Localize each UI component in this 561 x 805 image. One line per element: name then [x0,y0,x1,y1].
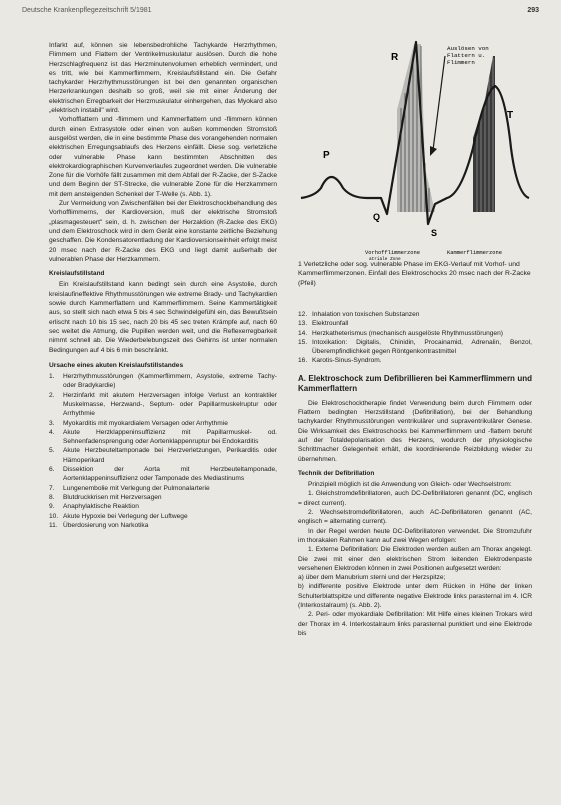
causes-list-continued [298,310,532,366]
ecg-figure [297,38,533,260]
list-item: 9. Anaphylaktische Reaktion [49,503,139,511]
section-heading: Kreislaufstillstand [49,270,105,278]
paragraph: Die Elektroschocktherapie findet Verwendung beim durch Flimmern oder Flattern bedingten Herzstillstand (Defibrillation), bei der Behandlung tachykarder Rhythmusstörungen ventrikulärer und supraventrikulärer Genese. Die Wirksamkeit des Elektroschocks bei Kammerflimmern und -flattern beruht auf der Totaldepolarisation des Herzens, wodurch der physiologische Schrittmacher Gelegenheit erhält, die koordinierende Reizbildung wieder zu übernehmen. [298,399,532,463]
label-R: R [391,52,399,63]
list-item: 7. Lungenembolie mit Verlegung der Pulmonalarterie [49,484,210,492]
paragraph: Vorhofflattern und -flimmern und Kammerflattern und -flimmern können durch einen Extrasystole oder einen von außen kommenden Stromstoß ausgelöst werden, die in eine bestimmte Phase des vorangehenden normalen elektrischen Erregungsablaufs des Herzens einfällt. Diese sog. verletzliche oder vulnerable Phase kann bestimmten Abschnitten des elektrokardiographischen Kurvenverlaufes zugeordnet werden. Die vulnerable Zone für die Vorhöfe fällt zusammen mit dem Abfall der R-Zacke, der S-Zacke und dem Beginn der ST-Strecke, die vulnerable Zone für die Herzkammern mit dem ansteigenden Schenkel der T-Welle (s. Abb. 1). [49,116,277,198]
left-column [49,41,277,530]
list-item: 8. Blutdruckkrisen mit Herzversagen [49,493,162,501]
list-item: 15. Intoxikation: Digitalis, Chinidin, Procainamid, Adrenalin, Benzol, Überempfindlichkeit gegen Röntgenkontrastmittel [298,338,532,356]
annotation-line-2: Flattern u. [447,52,486,59]
right-column [298,310,532,638]
atrial-zone-sublabel: atriale Zone [369,257,401,260]
paragraph: Infarkt auf, können sie lebensbedrohliche Tachykarde Herzrhythmen, Flimmern und Flattern der Ventrikelmuskulatur auslösen. Durch die hohe Herzschlagfrequenz ist das Herzminutenvolumen erheblich vermindert, und es tritt, wie bei Kammerflimmern, Kreislaufstillstand ein. Die Gefahr tachykarder Herzrhythmusstörungen ist bei den genannten organischen Herzerkrankungen deshalb so groß, weil sie mit einer Änderung der elektrischen Erregbarkeit der Herzmuskulatur einhergehen, das Myokard also „elektrisch instabil" wird. [49,42,277,115]
journal-name: Deutsche Krankenpflegezeitschrift 5/1981 [22,7,152,14]
section-heading: Technik der Defibrillation [298,469,375,477]
paragraph: b) indifferente positive Elektrode unter dem Rücken in Höhe der linken Schulterblattspitze und differente negative Elektrode links parasternal im 4. ICR (Interkostalraum) (s. Abb. 2). [298,583,532,610]
paragraph: Prinzipiell möglich ist die Anwendung von Gleich- oder Wechselstrom: [308,481,512,489]
paragraph: 1. Externe Defibrillation: Die Elektroden werden außen am Thorax angelegt. Die zwei mit einer den elektrischen Strom leitenden Elektrodenpaste versehenen Elektroden können in zwei Positionen aufgesetzt werden: [298,546,532,572]
ventricular-zone-label: Kammerflimmerzone [447,250,502,256]
label-P: P [323,150,330,161]
atrial-zone-label: Vorhofflimmerzone [365,250,420,256]
label-Q: Q [373,212,381,222]
list-item: 5. Akute Herzbeuteltamponade bei Herzverletzungen, Perikarditis oder Hämoperikard [49,447,277,464]
list-item: 3. Myokarditis mit myokardialem Versagen oder Arrhythmie [49,419,228,427]
list-item: 14. Herzkatheterismus (mechanisch ausgelöste Rhythmusstörungen) [298,329,503,337]
paragraph: Zur Vermeidung von Zwischenfällen bei der Elektroschockbehandlung des Vorhofflimmerns, der Kardioversion, muß der elektrische Stromstoß „plasmagesteuert" sein, d. h. zwischen der Herzaktion (R-Zacke des EKG) und dem Elektroschock wird in dem Gerät eine konstante zeitliche Beziehung geschaffen. Die Kondensatorentladung der Kardioversionseinheit erfolgt meist 20 msec nach der R-Zacke des EKG und liegt damit außerhalb der vulnerablen Phase der Herzkammern. [49,200,277,263]
paragraph: 2. Wechselstromdefibrillatoren, auch AC-Defibrillatoren genannt (AC, englisch = alternating current). [298,509,532,526]
list-item: 10. Akute Hypoxie bei Verlegung der Luftwege [49,512,188,520]
list-item: 11. Überdosierung von Narkotika [49,521,149,529]
list-item: 1. Herzrhythmusstörungen (Kammerflimmern, Asystolie, extreme Tachy- oder Bradykardie) [49,373,277,390]
page-number: 293 [527,7,539,14]
causes-list [49,372,277,530]
list-item: 2. Herzinfarkt mit akutem Herzversagen infolge Verlust an kontraktiler Muskelmasse, Herzwand-, Septum- oder Papillarmuskelruptur oder Arrhythmie [49,391,277,418]
section-title: A. Elektroschock zum Defibrillieren bei Kammerflimmern und Kammerflattern [298,373,532,393]
running-header [22,7,539,14]
section-heading: Ursache eines akuten Kreislaufstillstandes [49,361,184,369]
paragraph: a) über dem Manubrium sterni und der Herzspitze; [298,574,446,582]
figure-caption: 1 Verletzliche oder sog. vulnerable Phase im EKG-Verlauf mit Vorhof- und Kammerflimmerzonen. Einfall des Elektroschocks 20 msec nach der R-Zacke (Pfeil) [298,261,531,287]
list-item: 4. Akute Herzklappeninsuffizienz mit Papillarmuskel- od. Sehnenfadensprengung oder Aortenklappenruptur bei Endokarditis [49,428,277,446]
paragraph: 2. Peri- oder myokardiale Defibrillation: Mit Hilfe eines kleinen Trokars wird der Thorax im 4. Interkostalraum links parasternal punktiert und eine Elektrode bis [298,611,532,637]
annotation-line-1: Auslösen von [447,45,489,52]
list-item: 16. Karotis-Sinus-Syndrom. [298,357,382,365]
list-item: 12. Inhalation von toxischen Substanzen [298,311,420,318]
label-T: T [507,110,514,121]
annotation-line-3: Flimmern [447,59,475,66]
list-item: 13. Elektrounfall [298,320,349,328]
list-item: 6. Dissektion der Aorta mit Herzbeuteltamponade, Aortenklappeninsuffizienz oder Tamponade des Mediastinums [49,466,277,483]
label-S: S [431,228,438,238]
paragraph: In der Regel werden heute DC-Defibrillatoren verwendet. Die Stromzufuhr im thorakalen Rahmen kann auf zwei Wegen erfolgen: [298,527,532,544]
paragraph: 1. Gleichstromdefibrillatoren, auch DC-Defibrillatoren genannt (DC, englisch = direct current). [298,490,532,507]
paragraph: Ein Kreislaufstillstand kann bedingt sein durch eine Asystolie, durch kreislaufineffektive Rhythmusstörungen wie extreme Brady- und Tachykardien sowie durch Kammerflattern und Kammerflimmern. Seine Kammertätigkeit aus, so stellt sich nach etwa 5 bis 4 sec Schwindelgefühl ein, das Bewußtsein erlischt nach 10 bis 15 sec, nach 20 bis 45 sec treten Krämpfe auf, nach 60 sec weitet die Atmung, die Pupillen werden weit, und die Reflexerregbarkeit nimmt schnell ab. Die Wiederbelebungszeit des Gehirns ist unter normalen Bedingungen auf 4 bis 6 min beschränkt. [49,281,277,354]
